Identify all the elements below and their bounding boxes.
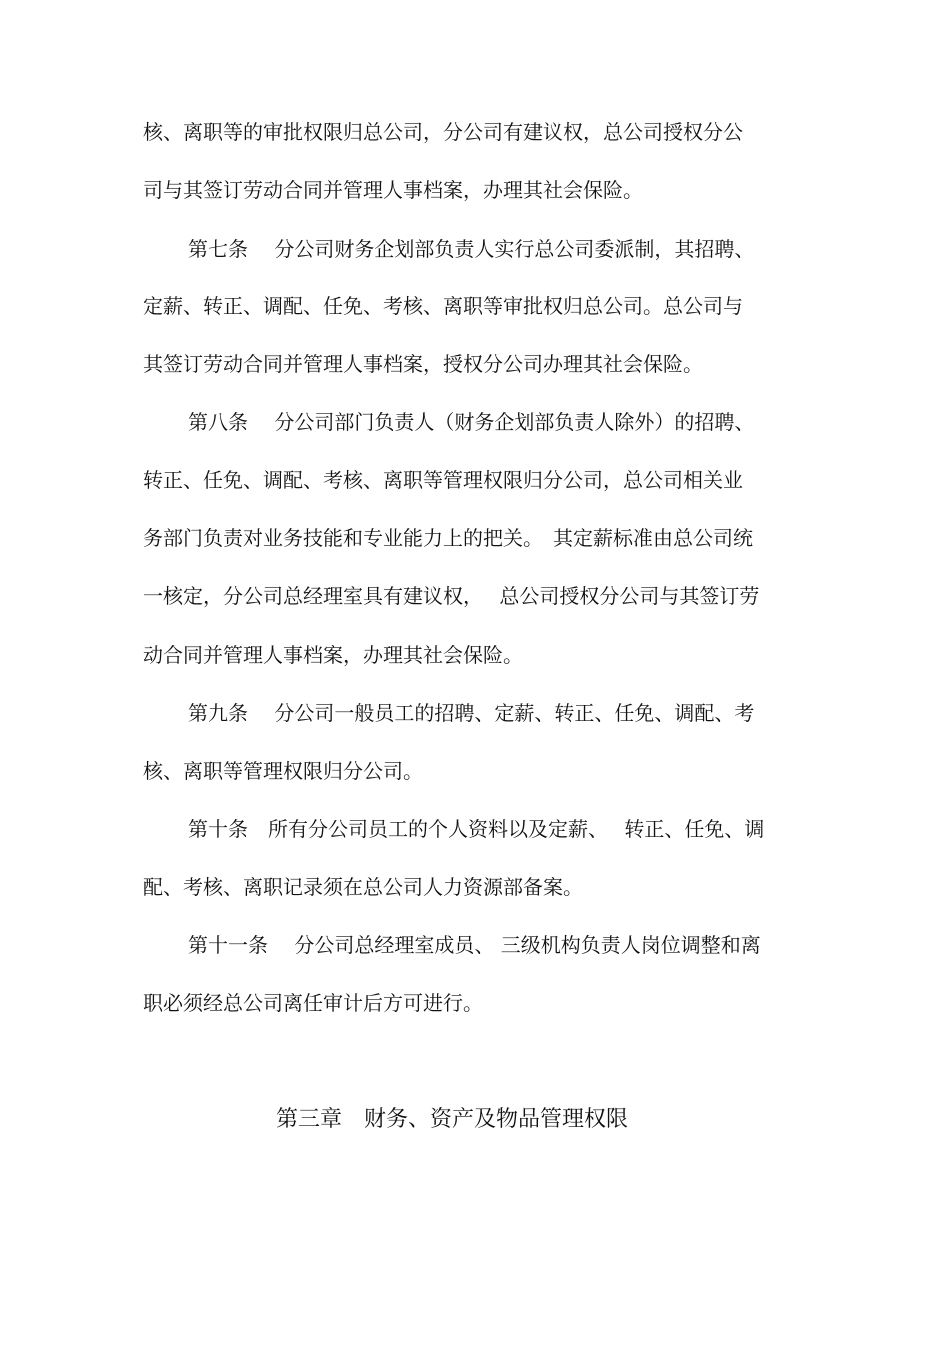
text-line-2: 司与其签订劳动合同并管理人事档案，办理其社会保险。 [143, 178, 643, 202]
article-9-line-1: 第九条 分公司一般员工的招聘、定薪、转正、任免、调配、考 [188, 701, 755, 725]
article-7-line-3: 其签订劳动合同并管理人事档案，授权分公司办理其社会保险。 [143, 352, 703, 376]
article-10-line-1: 第十条 所有分公司员工的个人资料以及定薪、 转正、任免、调 [188, 817, 765, 841]
text-line-1: 核、离职等的审批权限归总公司，分公司有建议权，总公司授权分公 [143, 120, 743, 144]
article-9-line-2: 核、离职等管理权限归分公司。 [143, 759, 423, 783]
article-8-line-1: 第八条 分公司部门负责人（财务企划部负责人除外）的招聘、 [188, 410, 755, 434]
article-8-line-5: 动合同并管理人事档案，办理其社会保险。 [143, 643, 523, 667]
article-11-line-1: 第十一条 分公司总经理室成员、 三级机构负责人岗位调整和离 [188, 933, 761, 957]
article-10-line-2: 配、考核、离职记录须在总公司人力资源部备案。 [143, 875, 583, 899]
article-7-line-2: 定薪、转正、调配、任免、考核、离职等审批权归总公司。总公司与 [143, 294, 743, 318]
article-11-line-2: 职必须经总公司离任审计后方可进行。 [143, 991, 483, 1015]
article-8-line-3: 务部门负责对业务技能和专业能力上的把关。 其定薪标准由总公司统 [143, 526, 753, 550]
article-7-line-1: 第七条 分公司财务企划部负责人实行总公司委派制，其招聘、 [188, 237, 755, 261]
chapter-3-title: 第三章 财务、资产及物品管理权限 [276, 1107, 629, 1132]
article-8-line-4: 一核定，分公司总经理室具有建议权， 总公司授权分公司与其签订劳 [143, 584, 760, 608]
article-8-line-2: 转正、任免、调配、考核、离职等管理权限归分公司，总公司相关业 [143, 468, 743, 492]
